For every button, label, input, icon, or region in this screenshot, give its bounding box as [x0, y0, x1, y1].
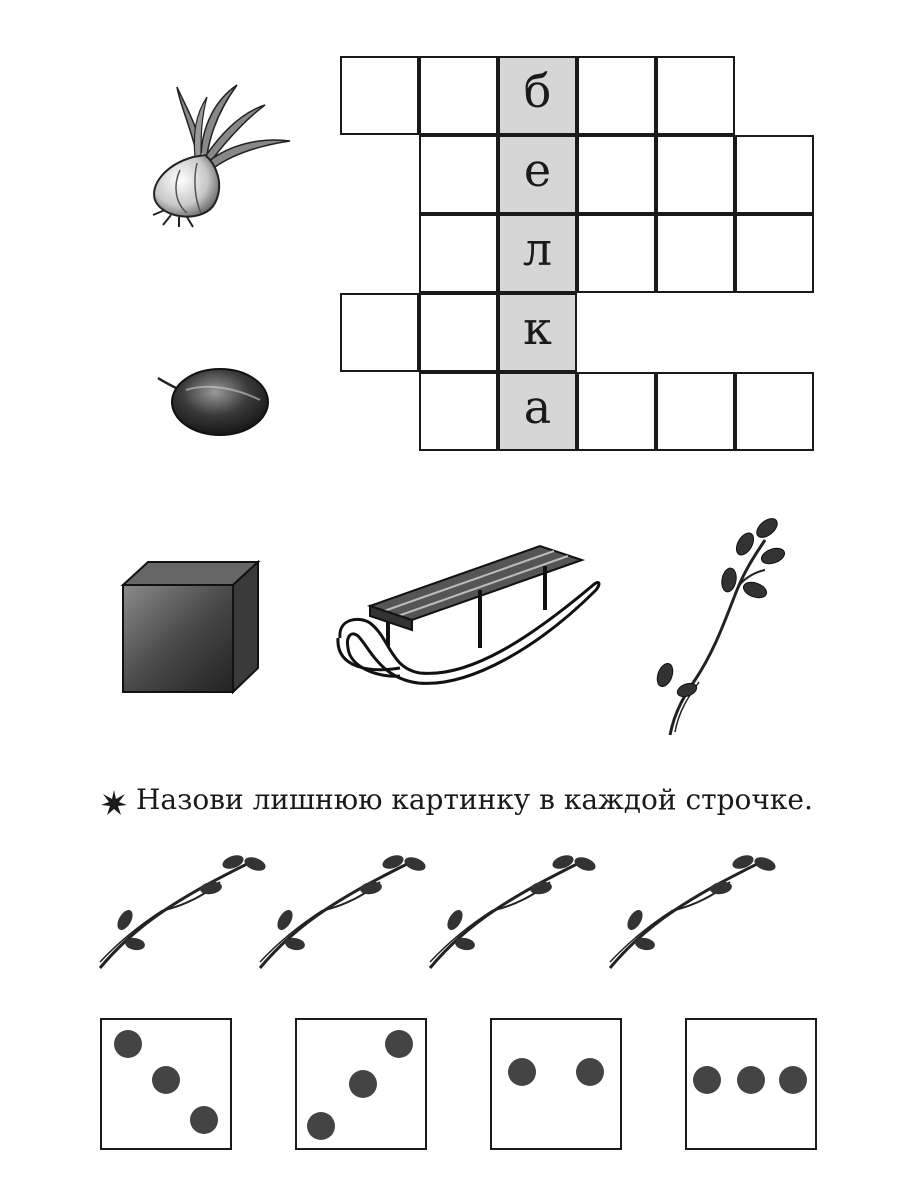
dot: [190, 1106, 218, 1134]
crossword-cell[interactable]: [577, 56, 656, 135]
crossword-cell[interactable]: [656, 372, 735, 451]
dot: [693, 1066, 721, 1094]
keyword-letter: к: [523, 301, 552, 355]
cube-icon: [118, 560, 263, 700]
dice-card[interactable]: [490, 1018, 622, 1150]
crossword-key-cell: [498, 293, 577, 372]
dice-card[interactable]: [295, 1018, 427, 1150]
dot: [508, 1058, 536, 1086]
crossword-cell[interactable]: [419, 214, 498, 293]
keyword-letter: б: [523, 64, 552, 118]
crossword-cell[interactable]: [735, 214, 814, 293]
branch-icon[interactable]: [605, 850, 780, 975]
crossword-key-cell: [498, 214, 577, 293]
dot: [385, 1030, 413, 1058]
crossword-cell[interactable]: [419, 56, 498, 135]
branch-icon[interactable]: [95, 850, 270, 975]
dot: [114, 1030, 142, 1058]
dice-card[interactable]: [100, 1018, 232, 1150]
branch-icon: [645, 510, 795, 740]
crossword-cell[interactable]: [419, 135, 498, 214]
sled-icon: [330, 538, 610, 688]
crossword-cell[interactable]: [419, 293, 498, 372]
dot: [576, 1058, 604, 1086]
dot: [152, 1066, 180, 1094]
crossword-key-cell: [498, 135, 577, 214]
dot: [779, 1066, 807, 1094]
crossword-cell[interactable]: [340, 56, 419, 135]
branch-icon[interactable]: [425, 850, 600, 975]
crossword-cell[interactable]: [735, 372, 814, 451]
crossword-cell[interactable]: [656, 56, 735, 135]
crossword-key-cell: [498, 56, 577, 135]
keyword-letter: л: [522, 222, 553, 276]
keyword-letter: а: [523, 380, 552, 434]
branch-icon[interactable]: [255, 850, 430, 975]
onion-icon: [135, 75, 295, 235]
crossword-cell[interactable]: [419, 372, 498, 451]
crossword-cell[interactable]: [656, 214, 735, 293]
plum-icon: [150, 360, 280, 450]
crossword-cell[interactable]: [656, 135, 735, 214]
dice-card[interactable]: [685, 1018, 817, 1150]
crossword-cell[interactable]: [735, 135, 814, 214]
crossword-cell[interactable]: [340, 293, 419, 372]
instruction: [100, 783, 860, 823]
star-bullet-icon: [100, 789, 128, 817]
instruction-text: Назови лишнюю картинку в каждой строчке.: [136, 783, 813, 816]
keyword-letter: е: [523, 143, 552, 197]
dot: [349, 1070, 377, 1098]
crossword-key-cell: [498, 372, 577, 451]
dot: [737, 1066, 765, 1094]
crossword-cell[interactable]: [577, 135, 656, 214]
dot: [307, 1112, 335, 1140]
crossword-cell[interactable]: [577, 214, 656, 293]
crossword-cell[interactable]: [577, 372, 656, 451]
